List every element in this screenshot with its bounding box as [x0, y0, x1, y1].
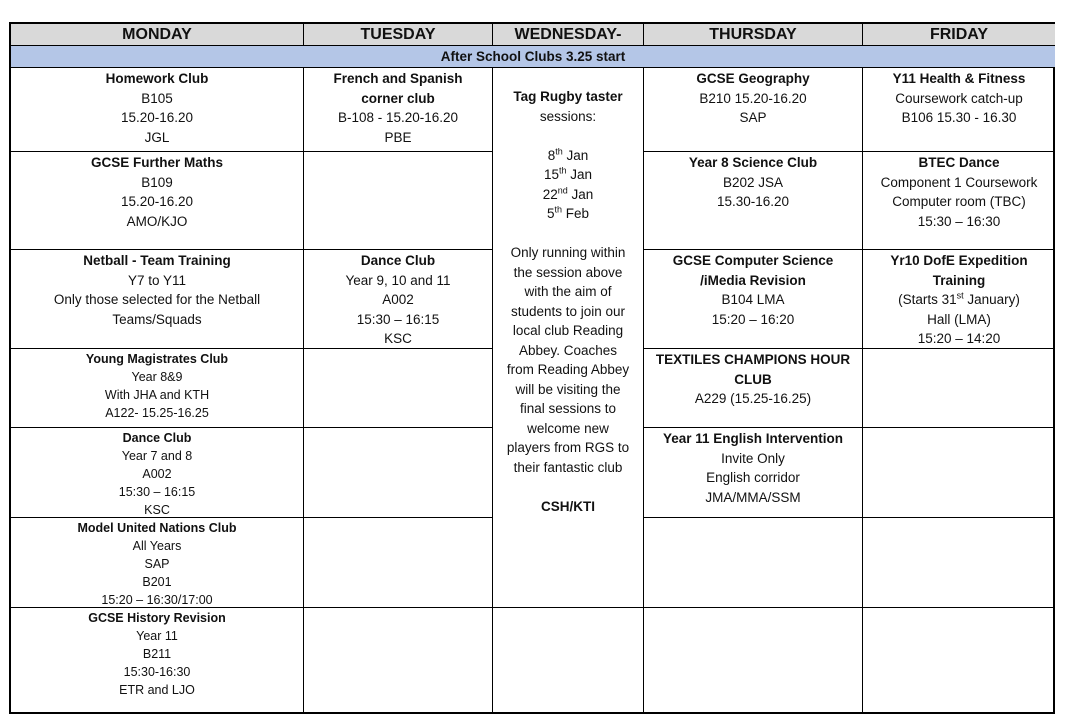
date-day: 8 [547, 147, 556, 163]
club-staff: PBE [384, 129, 412, 145]
club-title: GCSE Geography [696, 71, 810, 86]
club-time: 15:20 – 16:30/17:00 [101, 593, 213, 607]
club-title: Dance Club [122, 431, 192, 445]
club-room: A002 [382, 292, 414, 307]
club-time: 15:30 – 16:30 [917, 213, 1001, 229]
club-time: 15:30 – 16:15 [356, 311, 440, 327]
club-title-line: corner club [361, 90, 435, 106]
club-time: 15:30 – 16:15 [118, 485, 196, 499]
description-line: students to join our [510, 303, 626, 319]
description-line: with the aim of [524, 284, 612, 299]
club-staff: SAP [144, 557, 170, 571]
wednesday-tag-rugby [493, 68, 644, 608]
club-time: 15.20-16.20 [120, 194, 194, 209]
club-room-staff: B104 LMA [721, 292, 785, 307]
date-suffix: th [558, 165, 567, 176]
club-years: Year 9, 10 and 11 [345, 272, 451, 288]
club-time: 15:20 – 16:20 [711, 311, 795, 327]
club-title: GCSE History Revision [88, 611, 226, 625]
club-staff: CSH/KTI [541, 498, 595, 514]
club-staff: JGL [144, 129, 170, 145]
monday-slot-3 [11, 250, 304, 349]
description-line: players from RGS to [506, 440, 630, 455]
club-room: Computer room (TBC) [892, 194, 1026, 209]
club-room-time: B210 15.20-16.20 [699, 90, 807, 106]
club-title: Year 11 English Intervention [662, 431, 844, 446]
tuesday-slot-5-empty [304, 428, 493, 518]
club-title: Dance Club [360, 253, 436, 268]
header-thursday: THURSDAY [644, 24, 863, 46]
club-title-line: TEXTILES CHAMPIONS HOUR [655, 352, 851, 367]
club-staff: SAP [739, 110, 767, 125]
club-title-line: French and Spanish [333, 71, 463, 86]
spacer [493, 477, 643, 497]
session-date [493, 165, 643, 185]
session-date [493, 185, 643, 205]
spacer [493, 126, 643, 146]
date-day: 5 [546, 206, 555, 221]
club-note: Component 1 Coursework [880, 174, 1038, 190]
monday-slot-4 [11, 349, 304, 428]
club-room: English corridor [706, 470, 800, 485]
description-line: welcome new [527, 420, 609, 436]
club-time: 15.20-16.20 [120, 110, 194, 125]
club-room-staff: B202 JSA [722, 174, 784, 190]
thursday-slot-7-empty [644, 608, 863, 714]
club-title-line: GCSE Computer Science [672, 253, 834, 268]
club-note: Teams/Squads [112, 311, 202, 327]
club-start-date [863, 290, 1055, 310]
club-title: BTEC Dance [918, 155, 1000, 170]
friday-slot-1 [863, 68, 1055, 152]
club-title: GCSE Further Maths [90, 155, 223, 170]
club-title: Y11 Health & Fitness [892, 71, 1026, 86]
club-room: B109 [141, 174, 173, 190]
club-staff: ETR and LJO [119, 683, 195, 697]
date-month: Jan [566, 147, 589, 163]
club-time: 15:20 – 14:20 [917, 331, 1001, 346]
club-staff: KSC [144, 503, 170, 517]
club-staff: KSC [384, 331, 412, 346]
club-years: All Years [132, 539, 182, 553]
club-room: B105 [141, 90, 173, 106]
thursday-slot-4 [644, 349, 863, 428]
club-room: B201 [142, 575, 172, 589]
description-line: Abbey. Coaches [518, 342, 618, 358]
monday-slot-7 [11, 608, 304, 714]
friday-slot-2 [863, 152, 1055, 250]
club-staff: JMA/MMA/SSM [705, 489, 801, 505]
club-room-time: B106 15.30 - 16.30 [901, 110, 1017, 125]
club-years: Year 7 and 8 [121, 449, 193, 463]
club-room-time: A122- 15.25-16.25 [105, 406, 209, 420]
spacer [493, 224, 643, 244]
date-day: 15 [543, 167, 559, 182]
thursday-slot-6-empty [644, 518, 863, 608]
thursday-slot-5 [644, 428, 863, 518]
date-month: Jan [571, 186, 594, 202]
friday-slot-7-empty [863, 608, 1055, 714]
session-date [493, 204, 643, 224]
date-suffix: th [555, 146, 563, 156]
club-years: Year 8&9 [131, 370, 183, 384]
club-title-line: CLUB [734, 371, 772, 387]
date-suffix: th [554, 204, 562, 215]
wednesday-slot-last-empty [493, 608, 644, 714]
club-years: Year 11 [136, 629, 178, 643]
date-month: Jan [570, 167, 593, 182]
club-title-line: Yr10 DofE Expedition [890, 253, 1028, 268]
monday-slot-5 [11, 428, 304, 518]
friday-slot-6-empty [863, 518, 1055, 608]
monday-slot-1 [11, 68, 304, 152]
club-note: Only those selected for the Netball [53, 292, 261, 307]
header-wednesday: WEDNESDAY- [493, 24, 644, 46]
after-school-banner: After School Clubs 3.25 start [11, 46, 1055, 68]
club-room-time: A229 (15.25-16.25) [694, 391, 812, 406]
session-date [493, 146, 643, 166]
tuesday-slot-1 [304, 68, 493, 152]
club-years: Y7 to Y11 [127, 272, 187, 288]
monday-slot-2 [11, 152, 304, 250]
club-staff: With JHA and KTH [104, 388, 210, 402]
club-title: Netball - Team Training [83, 253, 231, 268]
club-title: Young Magistrates Club [85, 352, 229, 366]
thursday-slot-1 [644, 68, 863, 152]
start-month: January) [963, 292, 1020, 307]
club-subtitle: sessions: [539, 108, 597, 124]
monday-slot-6 [11, 518, 304, 608]
header-monday: MONDAY [11, 24, 304, 46]
start-suffix: st [956, 290, 964, 301]
description-line: the session above [513, 264, 623, 280]
header-tuesday: TUESDAY [304, 24, 493, 46]
thursday-slot-3 [644, 250, 863, 349]
date-suffix: nd [557, 185, 568, 195]
club-note: Coursework catch-up [895, 90, 1023, 106]
club-note: Invite Only [721, 450, 785, 466]
tuesday-slot-3 [304, 250, 493, 349]
description-line: will be visiting the [515, 381, 621, 397]
header-friday: FRIDAY [863, 24, 1055, 46]
club-title: Tag Rugby taster [513, 89, 623, 104]
description-line: local club Reading [512, 323, 624, 338]
club-time: 15.30-16.20 [716, 194, 790, 209]
club-title: Model United Nations Club [77, 521, 237, 535]
friday-slot-3 [863, 250, 1055, 349]
start-prefix: (Starts 31 [898, 292, 957, 307]
date-month: Feb [565, 206, 590, 221]
description-line: from Reading Abbey [506, 362, 630, 377]
club-room: B211 [142, 647, 172, 661]
timetable-table [9, 22, 1055, 714]
club-room: A002 [142, 467, 172, 481]
club-title-line: Training [932, 272, 986, 288]
club-title: Homework Club [105, 71, 209, 86]
friday-slot-4-empty [863, 349, 1055, 428]
tuesday-slot-6-empty [304, 518, 493, 608]
club-staff: AMO/KJO [126, 213, 188, 229]
club-title: Year 8 Science Club [688, 155, 818, 170]
description-line: final sessions to [519, 401, 617, 416]
thursday-slot-2 [644, 152, 863, 250]
description-line: their fantastic club [513, 459, 623, 475]
friday-slot-5-empty [863, 428, 1055, 518]
club-title-line: /iMedia Revision [700, 272, 806, 288]
club-time: 15:30-16:30 [123, 665, 191, 679]
tuesday-slot-2-empty [304, 152, 493, 250]
tuesday-slot-7-empty [304, 608, 493, 714]
date-day: 22 [542, 186, 558, 202]
tuesday-slot-4-empty [304, 349, 493, 428]
description-line: Only running within [510, 245, 626, 260]
club-room: Hall (LMA) [927, 311, 991, 327]
club-room-time: B-108 - 15.20-16.20 [337, 110, 459, 125]
